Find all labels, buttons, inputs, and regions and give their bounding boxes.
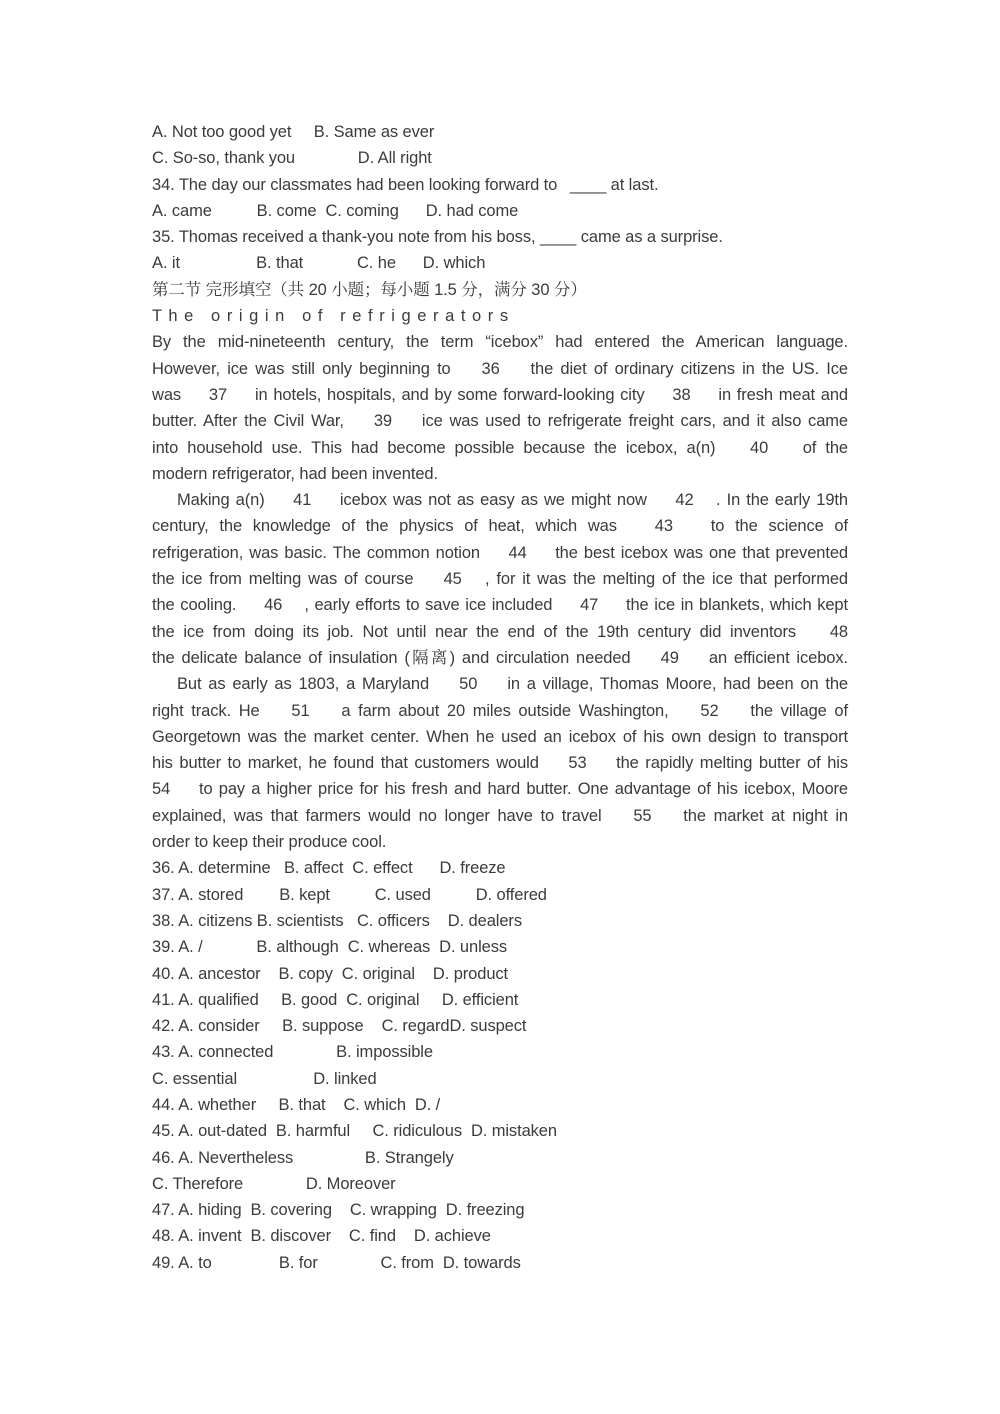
text-line: 34. The day our classmates had been looking forward to ____ at last. bbox=[152, 175, 659, 194]
passage-line: the delicate balance of insulation (隔离) and circulation needed 49 an efficient icebox. bbox=[152, 648, 848, 667]
passage-line: right track. He 51 a farm about 20 miles outside Washington, 52 the village of bbox=[152, 701, 848, 720]
passage-line: the ice from melting was of course 45 , for it was the melting of the ice that performed bbox=[152, 570, 848, 589]
text-line: 41. A. qualified B. good C. original D. efficient bbox=[152, 990, 519, 1009]
passage-line: By the mid-nineteenth century, the term “icebox” had entered the American language. bbox=[152, 333, 848, 352]
passage-line: 54 to pay a higher price for his fresh and hard butter. One advantage of his icebox, Moore bbox=[152, 780, 848, 799]
text-line: modern refrigerator, had been invented. bbox=[152, 464, 438, 483]
text-line: 40. A. ancestor B. copy C. original D. product bbox=[152, 964, 509, 983]
passage-line: explained, was that farmers would no longer have to travel 55 the market at night in bbox=[152, 806, 848, 825]
text-line: 42. A. consider B. suppose C. regardD. suspect bbox=[152, 1017, 527, 1036]
passage-line: was 37 in hotels, hospitals, and by some forward-looking city 38 in fresh meat and bbox=[152, 385, 848, 404]
passage-line: his butter to market, he found that customers would 53 the rapidly melting butter of his bbox=[152, 754, 848, 773]
text-line: 49. A. to B. for C. from D. towards bbox=[152, 1253, 521, 1272]
text-line: 44. A. whether B. that C. which D. / bbox=[152, 1095, 441, 1114]
passage-line: However, ice was still only beginning to 36 the diet of ordinary citizens in the US. Ice bbox=[152, 359, 848, 378]
text-line: 43. A. connected B. impossible bbox=[152, 1043, 433, 1062]
passage-line: into household use. This had become possible because the icebox, a(n) 40 of the bbox=[152, 438, 848, 457]
passage-line: butter. After the Civil War, 39 ice was used to refrigerate freight cars, and it also came bbox=[152, 412, 848, 431]
text-line: C. essential D. linked bbox=[152, 1069, 377, 1088]
passage-line: the ice from doing its job. Not until near the end of the 19th century did inventors 48 bbox=[152, 622, 848, 641]
document-body bbox=[152, 119, 848, 1276]
text-line: A. Not too good yet B. Same as ever bbox=[152, 123, 435, 141]
passage-line: refrigeration, was basic. The common notion 44 the best icebox was one that prevented bbox=[152, 543, 848, 562]
passage-line: Georgetown was the market center. When he used an icebox of his own design to transport bbox=[152, 727, 848, 746]
text-line: 39. A. / B. although C. whereas D. unless bbox=[152, 938, 508, 957]
passage-title: T h e o r i g i n o f r e f r i g e r a t o r s bbox=[152, 307, 510, 326]
section-heading: 第二节 完形填空（共 20 小题；每小题 1.5 分，满分 30 分） bbox=[152, 280, 587, 299]
text-line: C. Therefore D. Moreover bbox=[152, 1174, 396, 1193]
text-line: 35. Thomas received a thank-you note from his boss, ____ came as a surprise. bbox=[152, 228, 723, 247]
text-line: 45. A. out-dated B. harmful C. ridiculous D. mistaken bbox=[152, 1122, 557, 1141]
text-line: 48. A. invent B. discover C. find D. achieve bbox=[152, 1227, 491, 1246]
passage-line: the cooling. 46 , early efforts to save ice included 47 the ice in blankets, which kept bbox=[152, 596, 848, 615]
text-line: 37. A. stored B. kept C. used D. offered bbox=[152, 885, 547, 904]
text-line: 47. A. hiding B. covering C. wrapping D. freezing bbox=[152, 1201, 525, 1220]
text-line: 46. A. Nevertheless B. Strangely bbox=[152, 1148, 454, 1167]
text-line: order to keep their produce cool. bbox=[152, 833, 387, 852]
passage-line: Making a(n) 41 icebox was not as easy as we might now 42 . In the early 19th bbox=[177, 491, 848, 510]
text-line: A. it B. that C. he D. which bbox=[152, 254, 486, 273]
text-line: 36. A. determine B. affect C. effect D. freeze bbox=[152, 859, 506, 878]
passage-line: But as early as 1803, a Maryland 50 in a village, Thomas Moore, had been on the bbox=[177, 675, 848, 694]
text-line: A. came B. come C. coming D. had come bbox=[152, 201, 519, 220]
text-line: 38. A. citizens B. scientists C. officers D. dealers bbox=[152, 911, 522, 930]
text-line: C. So-so, thank you D. All right bbox=[152, 149, 432, 168]
passage-line: century, the knowledge of the physics of heat, which was 43 to the science of bbox=[152, 517, 848, 536]
